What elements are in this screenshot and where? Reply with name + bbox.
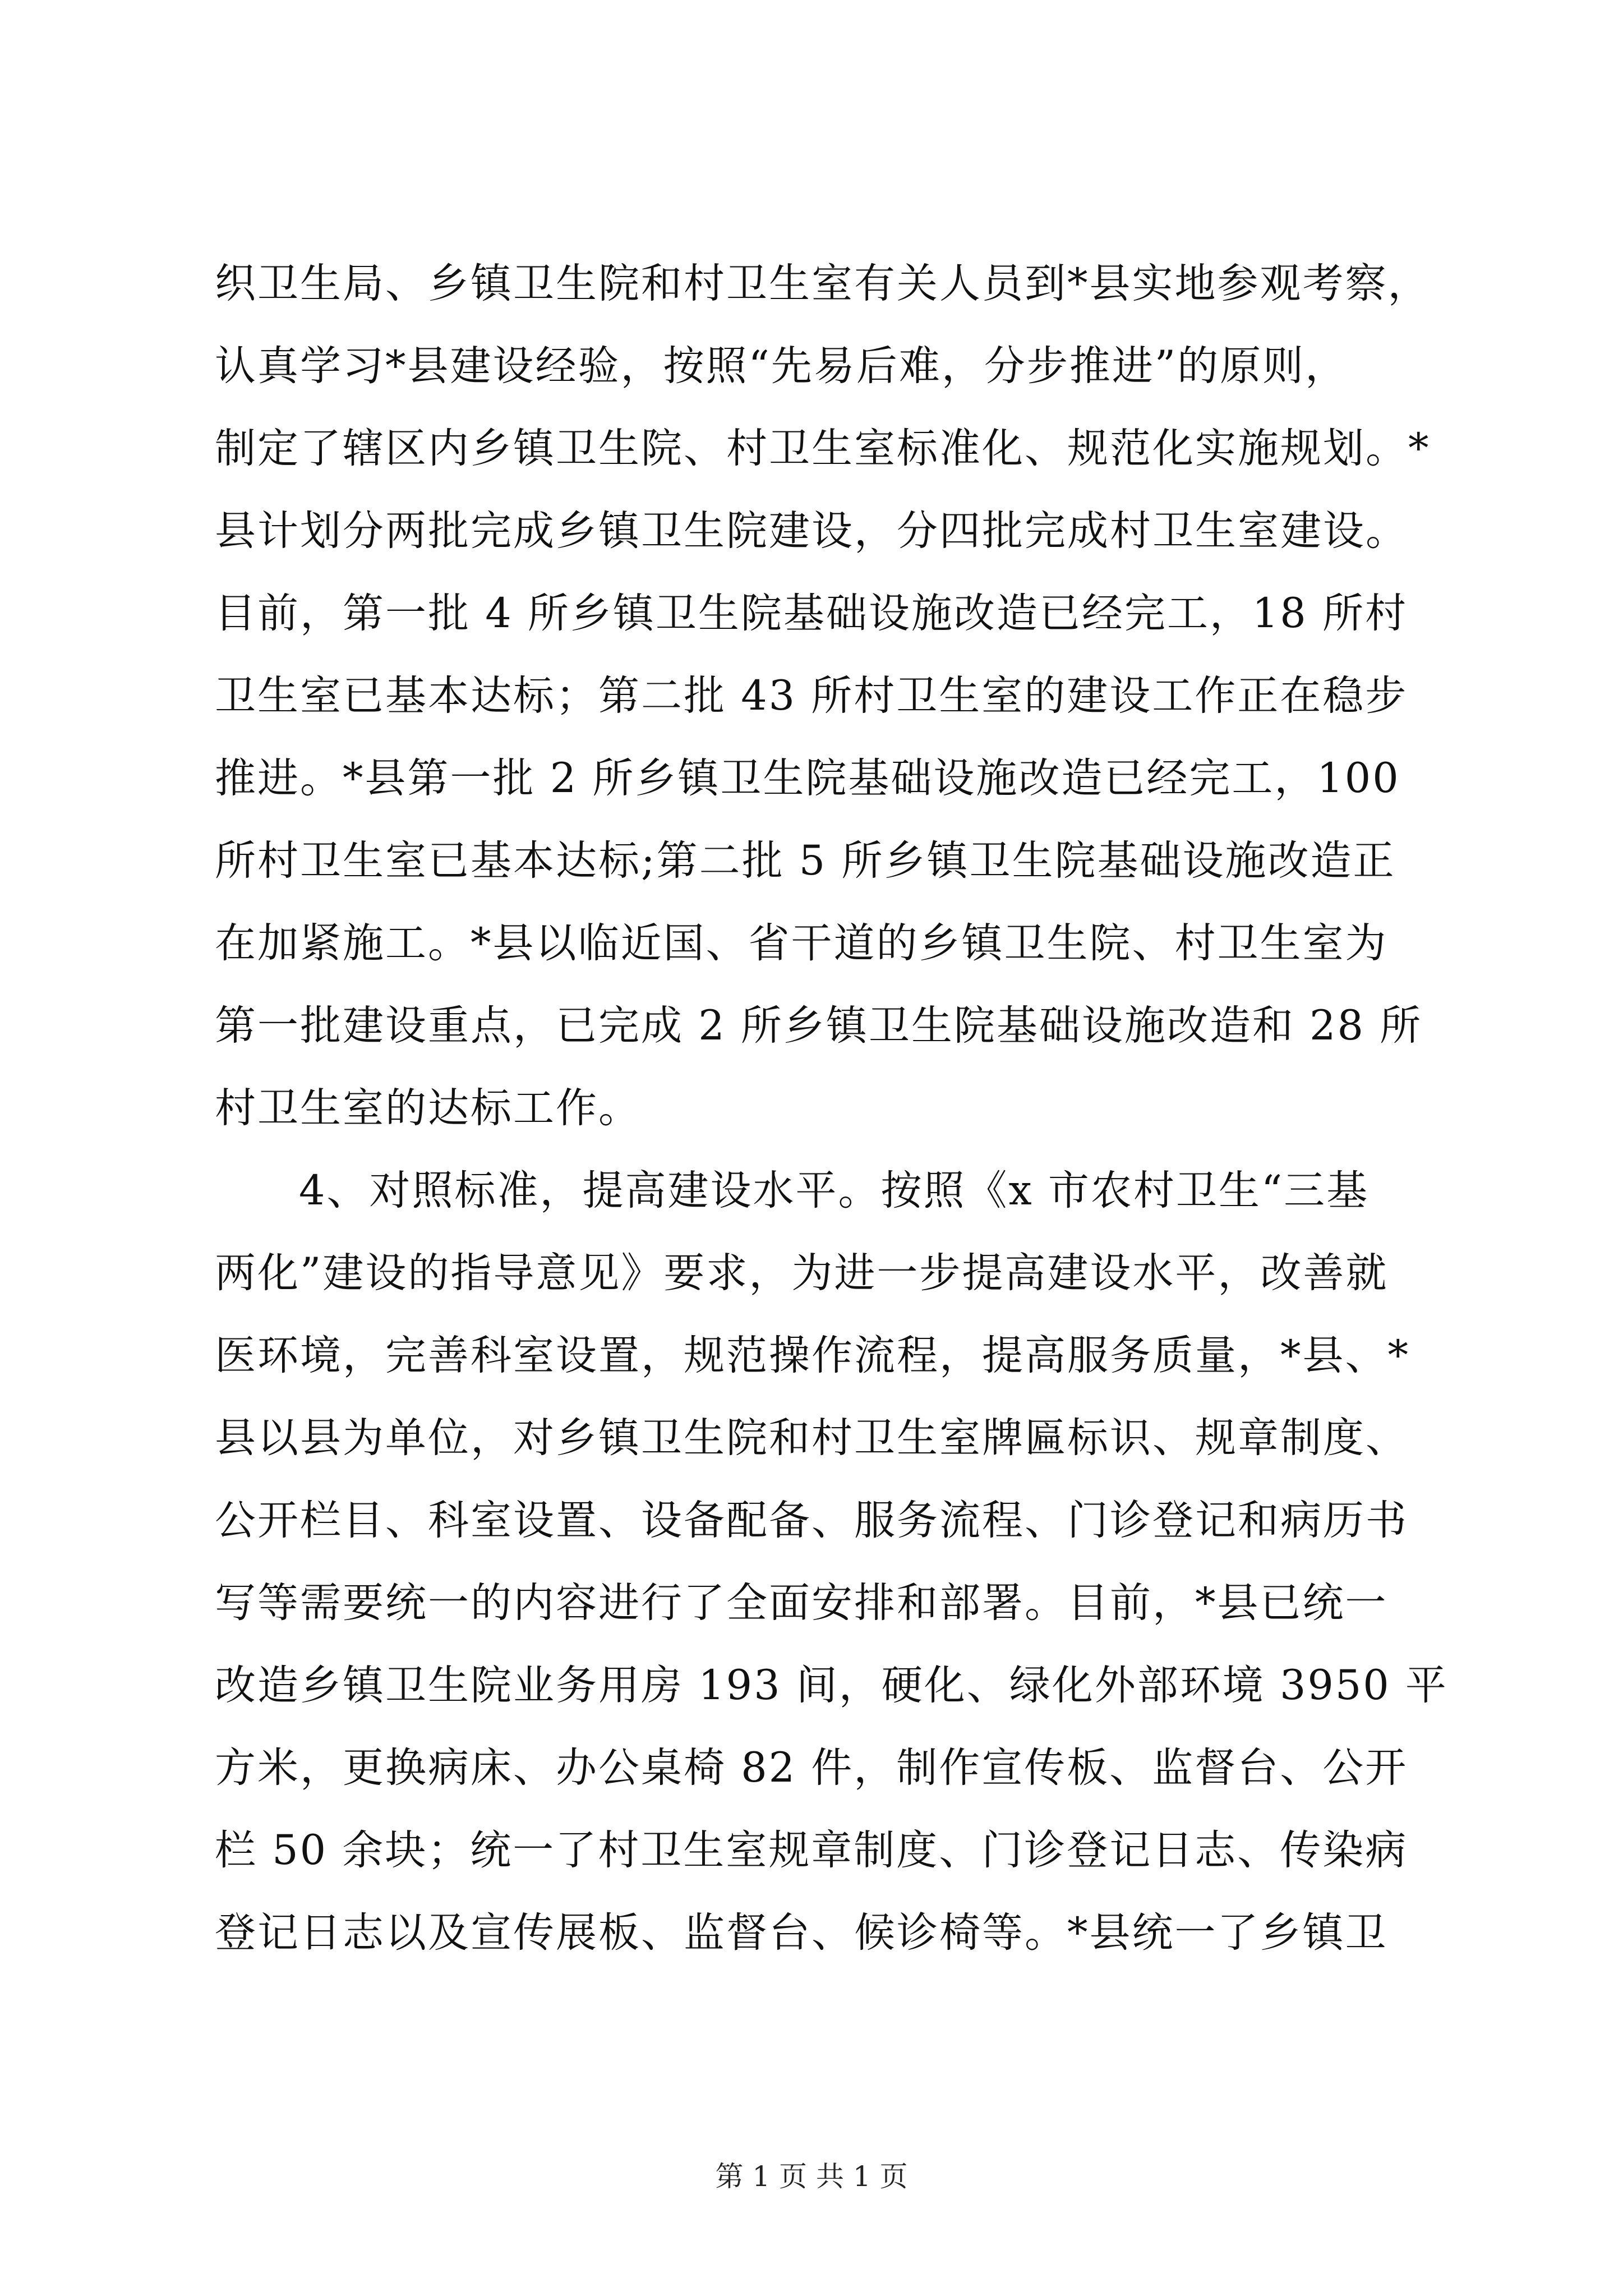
text-line: 在加紧施工。*县以临近国、省干道的乡镇卫生院、村卫生室为 [215,919,1388,967]
text-line: 医环境，完善科室设置，规范操作流程，提高服务质量，*县、* [215,1332,1410,1379]
text-line: 所村卫生室已基本达标;第二批 5 所乡镇卫生院基础设施改造正 [215,837,1396,885]
text-line: 认真学习*县建设经验，按照“先易后难，分步推进”的原则， [215,342,1348,390]
paragraph-start-line: 4、对照标准，提高建设水平。按照《x 市农村卫生“三基 [299,1167,1370,1214]
text-line: 登记日志以及宣传展板、监督台、候诊椅等。*县统一了乡镇卫 [215,1909,1388,1957]
body-text [215,242,1468,1974]
text-line: 公开栏目、科室设置、设备配备、服务流程、门诊登记和病历书 [215,1497,1408,1544]
text-line: 第一批建设重点，已完成 2 所乡镇卫生院基础设施改造和 28 所 [215,1002,1423,1050]
text-line: 栏 50 余块；统一了村卫生室规章制度、门诊登记日志、传染病 [215,1826,1408,1874]
text-line: 县计划分两批完成乡镇卫生院建设，分四批完成村卫生室建设。 [215,507,1408,555]
text-line: 目前，第一批 4 所乡镇卫生院基础设施改造已经完工，18 所村 [215,590,1408,637]
text-line: 卫生室已基本达标；第二批 43 所村卫生室的建设工作正在稳步 [215,672,1408,720]
text-line: 两化”建设的指导意见》要求，为进一步提高建设水平，改善就 [215,1249,1389,1297]
text-line: 方米，更换病床、办公桌椅 82 件，制作宣传板、监督台、公开 [215,1744,1408,1792]
text-line: 写等需要统一的内容进行了全面安排和部署。目前，*县已统一 [215,1579,1388,1627]
text-line: 推进。*县第一批 2 所乡镇卫生院基础设施改造已经完工，100 [215,754,1400,802]
text-line: 制定了辖区内乡镇卫生院、村卫生室标准化、规范化实施规划。* [215,425,1431,472]
text-line: 织卫生局、乡镇卫生院和村卫生室有关人员到*县实地参观考察， [215,260,1431,307]
text-line: 改造乡镇卫生院业务用房 193 间，硬化、绿化外部环境 3950 平 [215,1662,1448,1709]
text-line: 县以县为单位，对乡镇卫生院和村卫生室牌匾标识、规章制度、 [215,1414,1408,1462]
text-line: 村卫生室的达标工作。 [215,1084,641,1132]
page-number-footer: 第 1 页 共 1 页 [715,2160,908,2193]
